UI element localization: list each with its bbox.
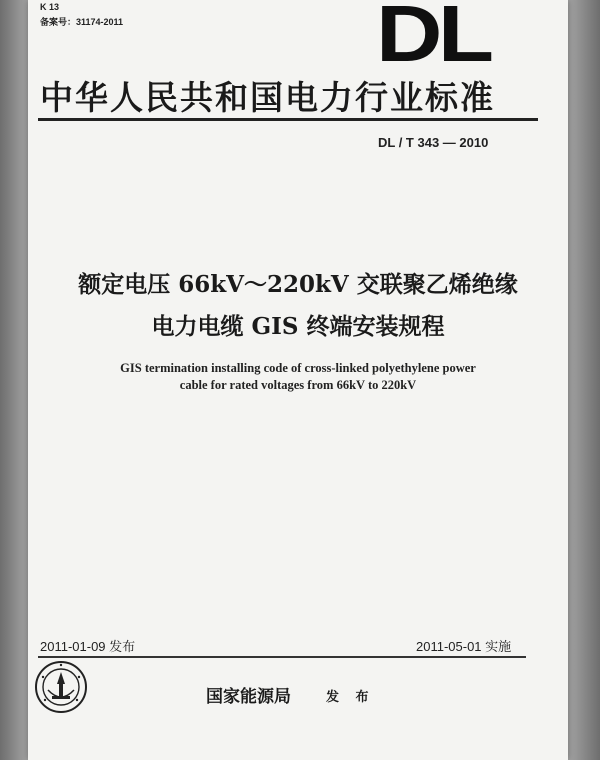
standard-category-title: 中华人民共和国电力行业标准: [40, 78, 495, 117]
record-number: 备案号：31174-2011: [40, 17, 124, 27]
dl-logo: DL: [376, 0, 490, 78]
scan-border-left: [0, 0, 28, 760]
document-title-cn-line-2: 电力电缆 GIS 终端安装规程: [151, 313, 445, 340]
issuing-authority: 国家能源局: [206, 687, 291, 707]
publish-label: 发 布: [326, 690, 375, 705]
document-cover-page: [28, 0, 568, 760]
category-code: K 13: [40, 2, 60, 12]
header-divider: [38, 118, 538, 121]
standard-number: DL / T 343 — 2010: [378, 135, 489, 150]
document-title-en-line-2: cable for rated voltages from 66kV to 220kV: [179, 378, 417, 392]
national-energy-administration-emblem-icon: [34, 660, 88, 714]
issue-date: 2011-01-09 发布: [40, 639, 136, 654]
document-title-cn-line-1: 额定电压 66kV～220kV 交联聚乙烯绝缘: [78, 271, 518, 298]
document-title-en-line-1: GIS termination installing code of cross-linked polyethylene power: [120, 361, 476, 375]
implementation-date: 2011-05-01 实施: [416, 639, 512, 654]
scan-border-right: [568, 0, 600, 760]
footer-divider: [38, 656, 526, 658]
